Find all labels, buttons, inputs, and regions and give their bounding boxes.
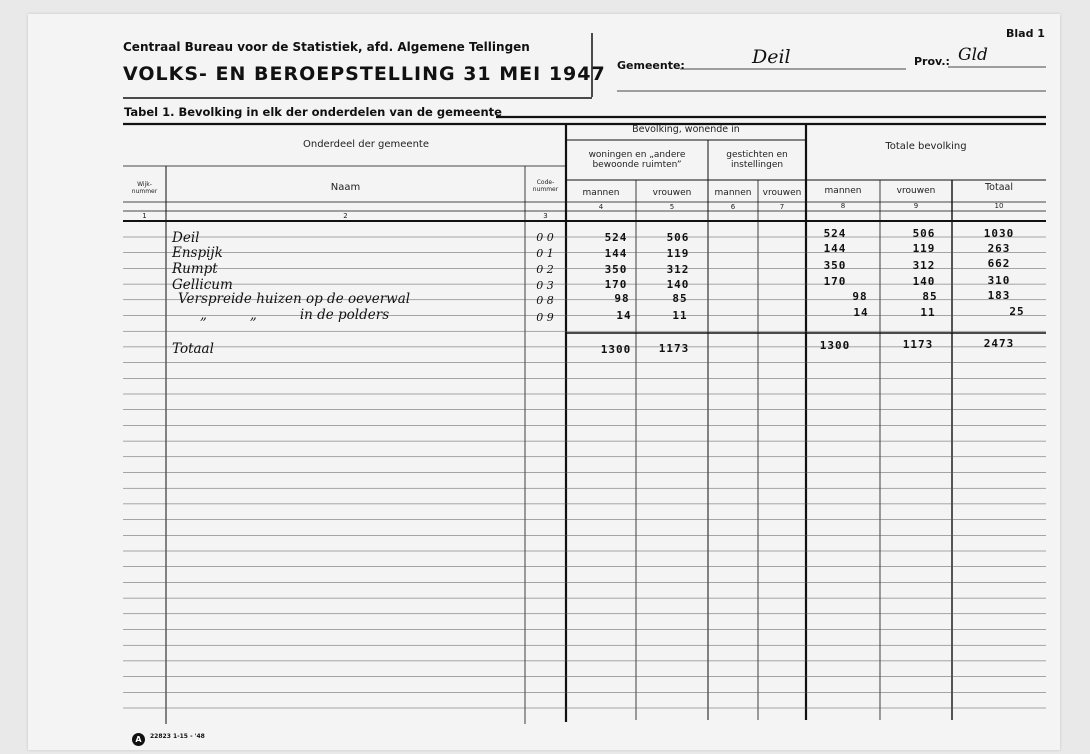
gemeente-label: Gemeente: [617, 59, 685, 72]
header-mannen: mannen [714, 188, 752, 198]
row-woningen-mannen: 98 [614, 292, 630, 305]
header-vrouwen: vrouwen [896, 186, 936, 196]
column-number: 7 [779, 203, 785, 211]
row-woningen-mannen: 350 [604, 263, 628, 276]
column-number: 3 [543, 212, 548, 220]
printer-logo: A [132, 733, 145, 746]
row-totaal-mannen: 350 [823, 259, 847, 272]
row-totaal-vrouwen: 11 [920, 306, 936, 319]
sheet-number: Blad 1 [1006, 27, 1045, 40]
row-totaal-totaal: 25 [1009, 305, 1025, 318]
organization-name: Centraal Bureau voor de Statistiek, afd. Algemene Tellingen [123, 40, 530, 54]
row-woningen-mannen: 170 [604, 278, 628, 291]
row-totaal-vrouwen: 312 [912, 259, 936, 272]
row-woningen-vrouwen: 85 [672, 292, 688, 305]
print-code: 22823 1-15 - '48 [150, 733, 205, 740]
column-number: 4 [598, 203, 604, 211]
header-mannen: mannen [582, 188, 620, 198]
total-woningen-vrouwen: 1173 [658, 342, 690, 355]
row-code: 0 3 [536, 279, 554, 292]
row-naam: Rumpt [172, 261, 218, 277]
province-value: Gld [958, 45, 988, 65]
column-number: 9 [913, 202, 919, 210]
header-bevolking-wonende: Bevolking, wonende in [632, 124, 740, 135]
row-totaal-mannen: 170 [823, 275, 847, 288]
province-label: Prov.: [914, 55, 950, 68]
header-vrouwen: vrouwen [652, 188, 692, 198]
row-totaal-totaal: 263 [987, 242, 1011, 255]
header-naam: Naam [330, 182, 361, 193]
row-totaal-vrouwen: 119 [912, 242, 936, 255]
column-number: 6 [730, 203, 736, 211]
row-code: 0 0 [536, 231, 554, 244]
table-title: Tabel 1. Bevolking in elk der onderdelen van de gemeente [124, 105, 502, 119]
header-gestichten: gestichten en instellingen [726, 150, 788, 170]
row-naam: Deil [172, 230, 200, 246]
row-totaal-mannen: 98 [852, 290, 868, 303]
row-woningen-vrouwen: 140 [666, 278, 690, 291]
total-totaal-vrouwen: 1173 [902, 338, 934, 351]
row-woningen-vrouwen: 119 [666, 247, 690, 260]
row-totaal-mannen: 14 [853, 306, 869, 319]
header-vrouwen: vrouwen [762, 188, 802, 198]
row-naam: „ „ in de polders [200, 307, 390, 323]
row-naam: Verspreide huizen op de oeverwal [178, 291, 411, 307]
row-totaal-vrouwen: 506 [912, 227, 936, 240]
row-naam: Gellicum [172, 277, 233, 293]
gemeente-value: Deil [752, 46, 791, 68]
row-woningen-mannen: 144 [604, 247, 628, 260]
row-code: 0 9 [536, 311, 554, 324]
total-woningen-mannen: 1300 [600, 343, 632, 356]
row-totaal-mannen: 524 [823, 227, 847, 240]
header-totaal: Totaal [984, 182, 1013, 193]
row-totaal-vrouwen: 85 [922, 290, 938, 303]
form-title: VOLKS- EN BEROEPSTELLING 31 MEI 1947 [123, 63, 606, 85]
row-woningen-vrouwen: 11 [672, 309, 688, 322]
row-totaal-totaal: 183 [987, 289, 1011, 302]
row-woningen-mannen: 524 [604, 231, 628, 244]
column-number: 1 [142, 212, 147, 220]
header-woningen: woningen en „andere bewoonde ruimten” [588, 150, 686, 170]
header-mannen: mannen [824, 186, 862, 196]
row-woningen-vrouwen: 506 [666, 231, 690, 244]
column-number: 8 [840, 202, 846, 210]
row-woningen-vrouwen: 312 [666, 263, 690, 276]
total-label: Totaal [172, 341, 214, 357]
column-number: 2 [343, 212, 348, 220]
row-totaal-totaal: 310 [987, 274, 1011, 287]
column-number: 5 [669, 203, 675, 211]
header-totale-bevolking: Totale bevolking [885, 141, 967, 152]
row-totaal-mannen: 144 [823, 242, 847, 255]
total-totaal-mannen: 1300 [819, 339, 851, 352]
row-code: 0 1 [536, 247, 554, 260]
row-totaal-totaal: 662 [987, 257, 1011, 270]
row-code: 0 2 [536, 263, 554, 276]
row-totaal-totaal: 1030 [983, 227, 1015, 240]
row-naam: Enspijk [172, 245, 223, 261]
column-number: 10 [994, 202, 1004, 210]
row-totaal-vrouwen: 140 [912, 275, 936, 288]
row-code: 0 8 [536, 294, 554, 307]
header-wijknummer: Wijk- nummer [131, 181, 158, 195]
header-codenummer: Code- nummer [532, 179, 559, 193]
row-woningen-mannen: 14 [616, 309, 632, 322]
header-onderdeel: Onderdeel der gemeente [302, 139, 429, 150]
total-totaal-totaal: 2473 [983, 337, 1015, 350]
